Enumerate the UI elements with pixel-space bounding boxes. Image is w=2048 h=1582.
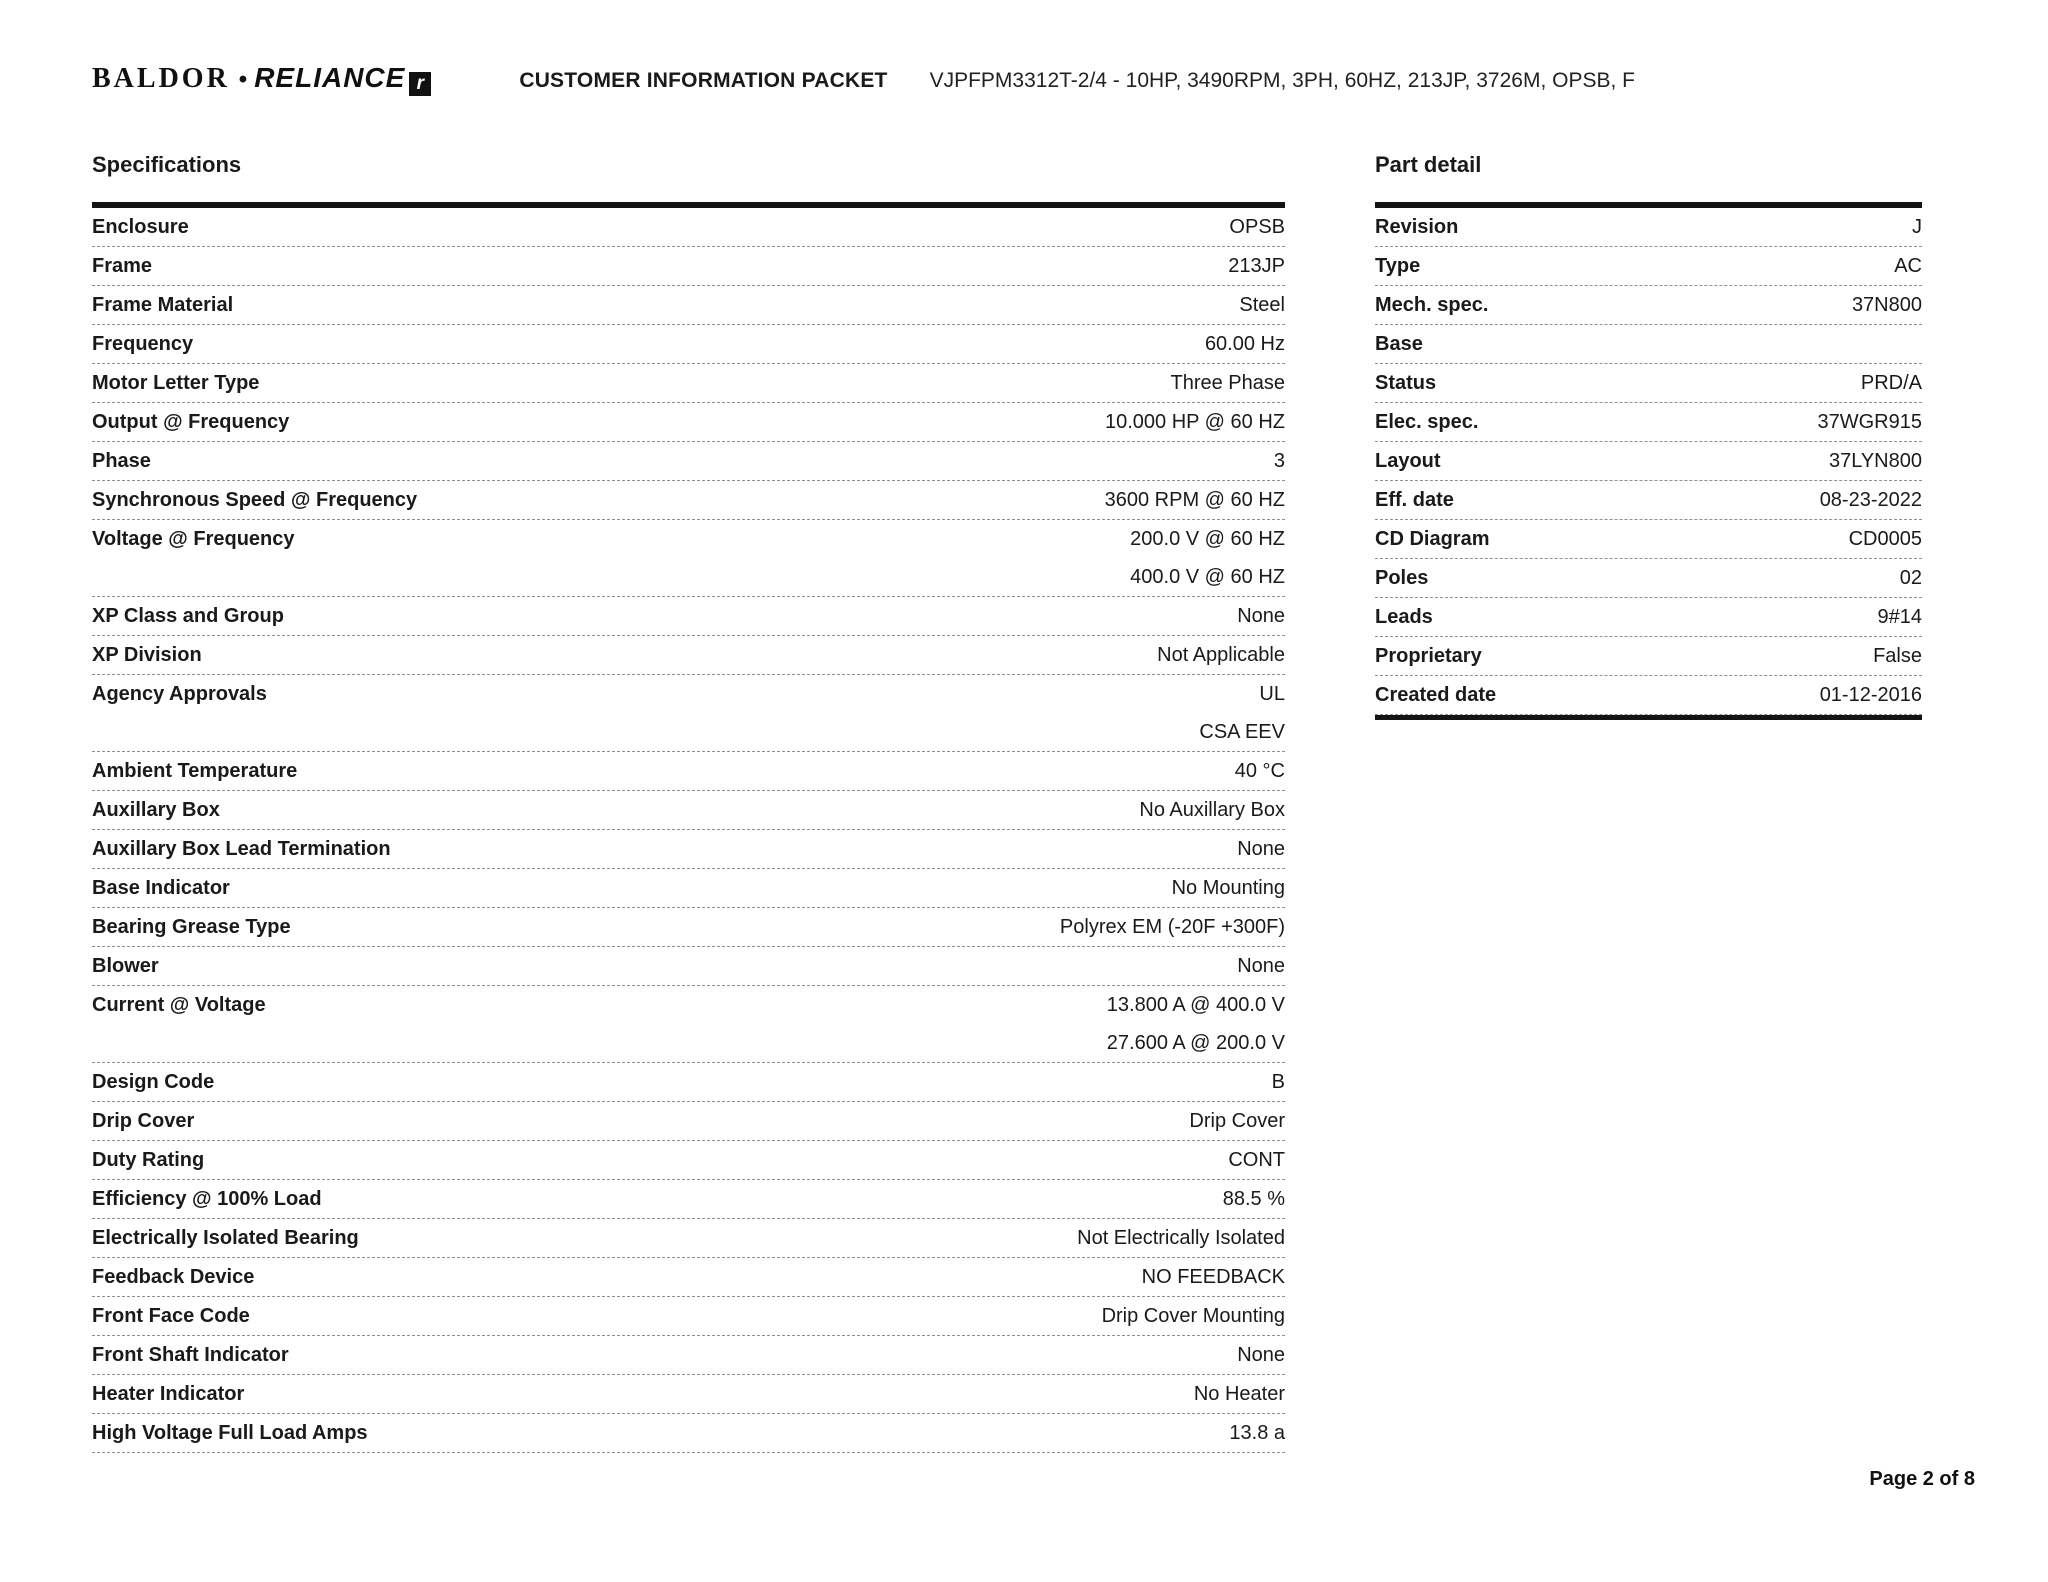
spec-row-values (295, 520, 1285, 596)
spec-row (92, 1297, 1285, 1336)
spec-row-label: High Voltage Full Load Amps (92, 1422, 368, 1444)
spec-row-label: Ambient Temperature (92, 760, 298, 782)
spec-row-value: Not Electrically Isolated (1077, 1227, 1285, 1249)
spec-row-values (368, 1414, 1285, 1452)
part-detail-row (1375, 676, 1922, 715)
spec-row (92, 1375, 1285, 1414)
spec-row-values (230, 869, 1285, 907)
spec-row-values (233, 286, 1285, 324)
spec-row (92, 947, 1285, 986)
spec-row (92, 791, 1285, 830)
spec-row-label: Bearing Grease Type (92, 916, 291, 938)
part-detail-rows (1375, 208, 1922, 715)
spec-row-label: Current @ Voltage (92, 994, 266, 1016)
spec-row (92, 1180, 1285, 1219)
spec-row-value: Drip Cover (1189, 1110, 1285, 1132)
part-detail-row-values (1420, 247, 1922, 285)
spec-row-value: Steel (1239, 294, 1285, 316)
spec-row-value: Polyrex EM (-20F +300F) (1059, 916, 1285, 938)
spec-row-values (267, 675, 1285, 751)
part-detail-row-label: Type (1375, 255, 1421, 277)
spec-row (92, 481, 1285, 520)
specifications-rows (92, 208, 1285, 1453)
spec-row-label: Heater Indicator (92, 1383, 245, 1405)
spec-row-label: XP Division (92, 644, 202, 666)
spec-row-values (254, 1258, 1285, 1296)
spec-row-value: None (1237, 955, 1285, 977)
part-detail-row-value: 37LYN800 (1828, 450, 1922, 472)
spec-row-values (289, 403, 1285, 441)
spec-row-values (202, 636, 1285, 674)
part-detail-row-label: Poles (1375, 567, 1429, 589)
part-detail-row-label: Proprietary (1375, 645, 1482, 667)
part-detail-row-label: Leads (1375, 606, 1433, 628)
spec-row-values (284, 597, 1285, 635)
spec-row (92, 208, 1285, 247)
logo-baldor-text: BALDOR (92, 63, 230, 94)
spec-row-value: B (1271, 1071, 1285, 1093)
part-detail-row (1375, 520, 1922, 559)
spec-row-values (250, 1297, 1285, 1335)
spec-row-value: UL (1259, 683, 1285, 705)
spec-row-values (193, 325, 1285, 363)
spec-row-label: Drip Cover (92, 1110, 195, 1132)
spec-row-values (297, 752, 1285, 790)
part-detail-row (1375, 286, 1922, 325)
spec-row-value: Not Applicable (1157, 644, 1285, 666)
spec-row (92, 1414, 1285, 1453)
spec-row-values (220, 791, 1285, 829)
part-detail-row-label: Eff. date (1375, 489, 1454, 511)
spec-row (92, 830, 1285, 869)
spec-row-values (359, 1219, 1285, 1257)
spec-row-label: Agency Approvals (92, 683, 267, 705)
spec-row (92, 403, 1285, 442)
spec-row-label: Frame (92, 255, 153, 277)
spec-row-label: Frequency (92, 333, 194, 355)
spec-row-value: None (1237, 605, 1285, 627)
spec-row (92, 1219, 1285, 1258)
content-area (92, 152, 1922, 1453)
spec-row (92, 752, 1285, 791)
page-header (92, 62, 1956, 95)
part-detail-row-values (1478, 403, 1922, 441)
spec-row (92, 520, 1285, 597)
spec-row-value: Drip Cover Mounting (1101, 1305, 1285, 1327)
part-detail-row-label: Revision (1375, 216, 1459, 238)
part-detail-row (1375, 559, 1922, 598)
spec-row-values (266, 986, 1285, 1062)
specifications-table (92, 202, 1285, 1453)
part-detail-row-values (1488, 286, 1922, 324)
part-detail-row (1375, 637, 1922, 676)
part-detail-row-values (1454, 481, 1922, 519)
document-title: CUSTOMER INFORMATION PACKET (519, 69, 888, 92)
part-detail-row-values (1428, 559, 1922, 597)
spec-row (92, 442, 1285, 481)
spec-row-label: Design Code (92, 1071, 215, 1093)
spec-row-value: 10.000 HP @ 60 HZ (1104, 411, 1285, 433)
part-detail-title: Part detail (1375, 152, 1482, 177)
part-detail-row-value: AC (1894, 255, 1922, 277)
spec-row (92, 908, 1285, 947)
logo-dot: • (238, 66, 248, 93)
spec-row (92, 1258, 1285, 1297)
spec-row-label: Blower (92, 955, 159, 977)
spec-row-value: Three Phase (1170, 372, 1285, 394)
part-number-summary: VJPFPM3312T-2/4 - 10HP, 3490RPM, 3PH, 60HZ, 213JP, 3726M, OPSB, F (929, 69, 1635, 92)
spec-row-label: Voltage @ Frequency (92, 528, 295, 550)
spec-row-values (322, 1180, 1285, 1218)
page-indicator: Page 2 of 8 (1869, 1468, 1975, 1490)
spec-row-value: No Auxillary Box (1139, 799, 1285, 821)
part-detail-row (1375, 442, 1922, 481)
spec-row-value: None (1237, 838, 1285, 860)
specifications-title: Specifications (92, 152, 242, 177)
spec-row (92, 364, 1285, 403)
spec-row (92, 1141, 1285, 1180)
spec-row (92, 325, 1285, 364)
spec-row-values (214, 1063, 1285, 1101)
spec-row-values (189, 208, 1285, 246)
spec-row-value: 60.00 Hz (1204, 333, 1285, 355)
part-detail-row-label: CD Diagram (1375, 528, 1490, 550)
part-detail-row-values (1496, 676, 1922, 714)
spec-row-value: No Mounting (1171, 877, 1285, 899)
spec-row-label: Output @ Frequency (92, 411, 290, 433)
spec-row (92, 869, 1285, 908)
spec-row (92, 675, 1285, 752)
part-detail-row-value: 08-23-2022 (1819, 489, 1922, 511)
spec-row-value: 13.8 a (1229, 1422, 1285, 1444)
spec-row-value: NO FEEDBACK (1141, 1266, 1285, 1288)
spec-row-label: Front Face Code (92, 1305, 250, 1327)
spec-row-label: Auxillary Box (92, 799, 220, 821)
part-detail-row-values (1489, 520, 1922, 558)
spec-row-value: OPSB (1229, 216, 1285, 238)
part-detail-row-label: Elec. spec. (1375, 411, 1479, 433)
part-detail-row-value: False (1873, 645, 1922, 667)
specifications-section (92, 152, 1285, 1453)
part-detail-row (1375, 247, 1922, 286)
spec-row-label: Synchronous Speed @ Frequency (92, 489, 418, 511)
spec-row-value: CONT (1228, 1149, 1285, 1171)
part-detail-table (1375, 202, 1922, 720)
part-detail-row-values (1458, 208, 1922, 246)
spec-row-value: 400.0 V @ 60 HZ (1130, 566, 1285, 588)
part-detail-row-label: Mech. spec. (1375, 294, 1489, 316)
spec-row-values (259, 364, 1285, 402)
spec-row-value: 200.0 V @ 60 HZ (1130, 528, 1285, 550)
spec-row-values (152, 247, 1285, 285)
spec-row-value: No Heater (1193, 1383, 1285, 1405)
part-detail-row-values (1436, 364, 1922, 402)
part-detail-row-label: Status (1375, 372, 1437, 394)
part-detail-section (1375, 152, 1922, 720)
spec-row-values (291, 908, 1285, 946)
spec-row-value: None (1237, 1344, 1285, 1366)
part-detail-row-value: 02 (1899, 567, 1922, 589)
spec-row-value: 40 °C (1234, 760, 1285, 782)
spec-row (92, 597, 1285, 636)
spec-row-label: Efficiency @ 100% Load (92, 1188, 322, 1210)
part-detail-row-label: Base (1375, 333, 1423, 355)
part-detail-row (1375, 325, 1922, 364)
spec-row-values (244, 1375, 1285, 1413)
part-detail-row-value: PRD/A (1860, 372, 1922, 394)
spec-row-label: Motor Letter Type (92, 372, 260, 394)
spec-row-label: Base Indicator (92, 877, 230, 899)
part-detail-row (1375, 481, 1922, 520)
part-detail-row-value: 9#14 (1877, 606, 1922, 628)
spec-row (92, 286, 1285, 325)
spec-row-label: Feedback Device (92, 1266, 255, 1288)
part-detail-row (1375, 403, 1922, 442)
part-detail-row-value: CD0005 (1848, 528, 1922, 550)
spec-row-label: Enclosure (92, 216, 189, 238)
spec-row-value: CSA EEV (1199, 721, 1285, 743)
spec-row-values (417, 481, 1285, 519)
part-detail-row-values (1441, 442, 1922, 480)
spec-row-label: Duty Rating (92, 1149, 205, 1171)
part-detail-row (1375, 598, 1922, 637)
spec-row-values (289, 1336, 1285, 1374)
part-detail-row-value: J (1912, 216, 1922, 238)
spec-row-value: 213JP (1228, 255, 1285, 277)
spec-row-label: Front Shaft Indicator (92, 1344, 289, 1366)
part-detail-table-bottom-rule (1375, 715, 1922, 720)
spec-row (92, 1102, 1285, 1141)
spec-row-label: Frame Material (92, 294, 234, 316)
spec-row (92, 1063, 1285, 1102)
logo-reliance-text: RELIANCE (254, 62, 406, 93)
spec-row (92, 636, 1285, 675)
part-detail-row-value: 37WGR915 (1817, 411, 1922, 433)
spec-row-values (204, 1141, 1285, 1179)
part-detail-row (1375, 208, 1922, 247)
part-detail-row-values (1423, 325, 1922, 363)
part-detail-row-values (1433, 598, 1922, 636)
spec-row-label: Auxillary Box Lead Termination (92, 838, 391, 860)
part-detail-row-label: Layout (1375, 450, 1441, 472)
part-detail-row (1375, 364, 1922, 403)
spec-row-values (151, 442, 1285, 480)
part-detail-row-label: Created date (1375, 684, 1497, 706)
part-detail-row-value: 01-12-2016 (1819, 684, 1922, 706)
spec-row-value: 27.600 A @ 200.0 V (1106, 1032, 1285, 1054)
spec-row-values (194, 1102, 1285, 1140)
spec-row-values (159, 947, 1285, 985)
reliance-r-mark-icon: r (409, 72, 431, 96)
part-detail-row-values (1482, 637, 1922, 675)
baldor-reliance-logo (92, 62, 431, 95)
spec-row (92, 1336, 1285, 1375)
spec-row-label: Phase (92, 450, 151, 472)
spec-row-value: 3600 RPM @ 60 HZ (1104, 489, 1285, 511)
spec-row (92, 247, 1285, 286)
spec-row-value: 88.5 % (1222, 1188, 1285, 1210)
spec-row-values (391, 830, 1285, 868)
spec-row-label: Electrically Isolated Bearing (92, 1227, 359, 1249)
spec-row-value: 13.800 A @ 400.0 V (1106, 994, 1285, 1016)
spec-row-value: 3 (1273, 450, 1285, 472)
part-detail-row-value: 37N800 (1851, 294, 1922, 316)
spec-row-label: XP Class and Group (92, 605, 284, 627)
spec-row (92, 986, 1285, 1063)
